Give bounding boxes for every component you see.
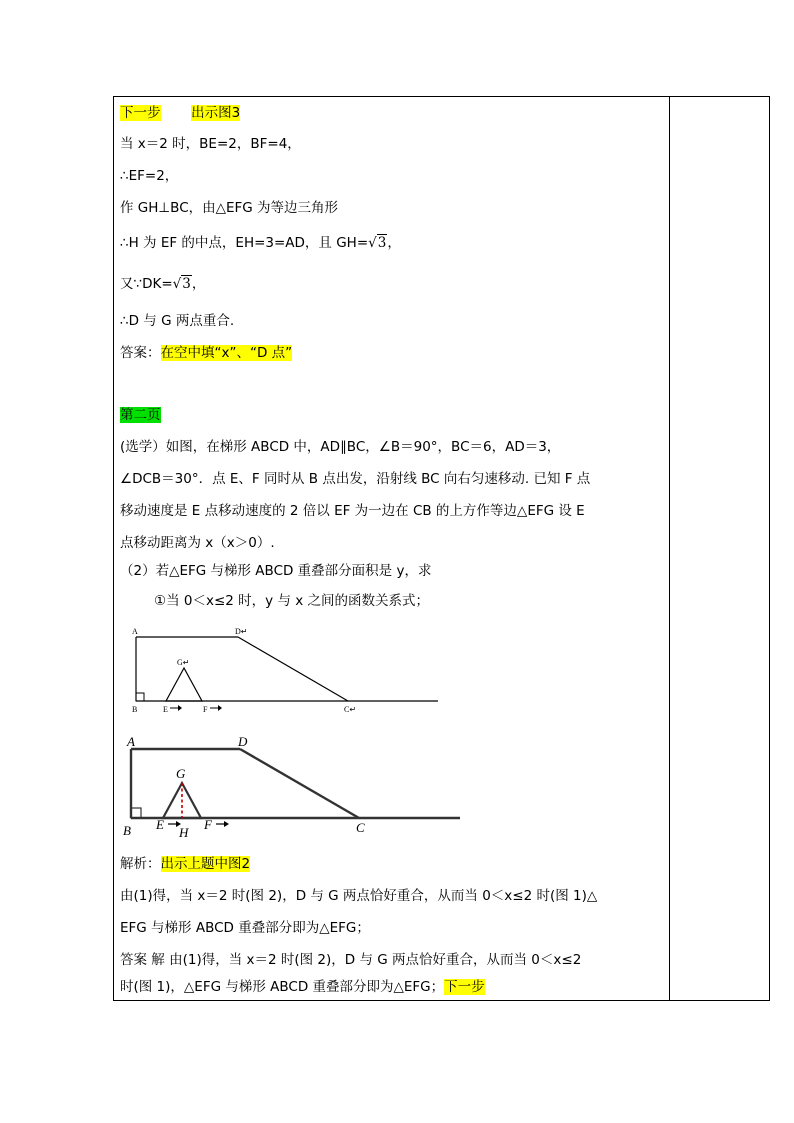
answer-line bbox=[120, 343, 292, 363]
next-step-label: 下一步 bbox=[120, 105, 161, 121]
show-fig3-label: 出示图3 bbox=[191, 105, 241, 121]
analysis-line-1: 由(1)得，当 x＝2 时(图 2)，D 与 G 两点恰好重合，从而当 0＜x≤2 时(图 1)△ bbox=[120, 888, 598, 904]
fig1-label-f: F bbox=[203, 705, 208, 714]
analysis-header bbox=[120, 854, 250, 874]
fig1-triangle-efg bbox=[166, 668, 202, 701]
line-1: 当 x＝2 时，BE=2，BF=4， bbox=[120, 136, 301, 152]
fig1-label-g: G↵ bbox=[177, 658, 190, 667]
problem-line-3: 移动速度是 E 点移动速度的 2 倍以 EF 为一边在 CB 的上方作等边△EFG 设 E bbox=[120, 503, 585, 519]
table-frame bbox=[113, 96, 770, 1001]
line-6: ∴D 与 G 两点重合. bbox=[120, 313, 235, 329]
line-5 bbox=[120, 274, 205, 294]
line-5-end: ， bbox=[191, 276, 206, 292]
column-divider bbox=[669, 97, 670, 1000]
fig1-label-e: E bbox=[163, 705, 168, 714]
fig2-label-h: H bbox=[179, 825, 189, 840]
figure-2 bbox=[120, 734, 470, 844]
question-2a: ①当 0＜x≤2 时，y 与 x 之间的函数关系式； bbox=[154, 593, 430, 609]
sqrt-radicand: 3 bbox=[377, 235, 387, 251]
line-5-text: 又∵DK= bbox=[120, 276, 173, 292]
line-2: ∴EF=2， bbox=[120, 168, 179, 184]
line-4-end: ， bbox=[387, 235, 401, 251]
line-4-text: ∴H 为 EF 的中点，EH=3=AD，且 GH= bbox=[120, 235, 369, 251]
question-2: （2）若△EFG 与梯形 ABCD 重叠部分面积是 y，求 bbox=[120, 563, 432, 579]
fig1-label-a: A bbox=[132, 627, 138, 636]
fig1-label-c: C↵ bbox=[344, 705, 357, 714]
fig1-arrowhead-e bbox=[178, 705, 182, 711]
fig2-side-dc bbox=[240, 749, 359, 818]
fig1-side-dc bbox=[238, 637, 348, 701]
fig2-label-f: F bbox=[204, 817, 212, 832]
analysis-label: 解析： bbox=[120, 856, 161, 872]
fig2-label-c: C bbox=[356, 820, 365, 835]
fig2-label-e: E bbox=[156, 817, 164, 832]
line-3: 作 GH⊥BC，由△EFG 为等边三角形 bbox=[120, 200, 339, 216]
answer-line-2-text: 时(图 1)，△EFG 与梯形 ABCD 重叠部分即为△EFG； bbox=[120, 979, 445, 995]
show-prev-fig: 出示上题中图2 bbox=[160, 856, 251, 872]
fig1-label-b: B bbox=[132, 705, 138, 714]
fig2-label-d: D bbox=[238, 734, 248, 749]
line-4 bbox=[120, 233, 401, 253]
answer-text: 在空中填“x”、“D 点” bbox=[160, 345, 293, 361]
fig2-label-b: B bbox=[123, 823, 131, 838]
fig1-right-angle bbox=[136, 693, 144, 701]
sqrt-3b: √3 bbox=[172, 276, 191, 292]
fig1-arrowhead-f bbox=[218, 705, 222, 711]
analysis-line-2: EFG 与梯形 ABCD 重叠部分即为△EFG； bbox=[120, 920, 370, 936]
answer-line-2 bbox=[120, 977, 485, 997]
fig2-label-g: G bbox=[176, 766, 186, 781]
answer-label: 答案： bbox=[120, 345, 161, 361]
problem-line-1: (选学）如图，在梯形 ABCD 中，AD∥BC，∠B＝90°，BC＝6，AD＝3， bbox=[120, 439, 561, 455]
answer-line-1: 答案 解 由(1)得，当 x＝2 时(图 2)，D 与 G 两点恰好重合，从而当 0＜x≤2 bbox=[120, 952, 582, 968]
problem-line-2: ∠DCB＝30°．点 E、F 同时从 B 点出发，沿射线 BC 向右匀速移动. 已知 F 点 bbox=[120, 471, 591, 487]
page2-header bbox=[120, 405, 161, 425]
problem-line-4: 点移动距离为 x（x＞0）. bbox=[120, 535, 275, 551]
fig2-label-a: A bbox=[127, 734, 135, 749]
next-step-end: 下一步 bbox=[444, 979, 485, 995]
sqrt-3: √3 bbox=[368, 235, 387, 251]
step-header bbox=[120, 103, 240, 123]
fig1-label-d: D↵ bbox=[235, 627, 248, 636]
figure-1 bbox=[126, 622, 446, 714]
fig2-arrowhead-f bbox=[224, 821, 229, 827]
page2-label: 第二页 bbox=[120, 407, 161, 423]
sqrt-radicand-b: 3 bbox=[182, 276, 191, 292]
fig2-right-angle bbox=[131, 808, 141, 818]
